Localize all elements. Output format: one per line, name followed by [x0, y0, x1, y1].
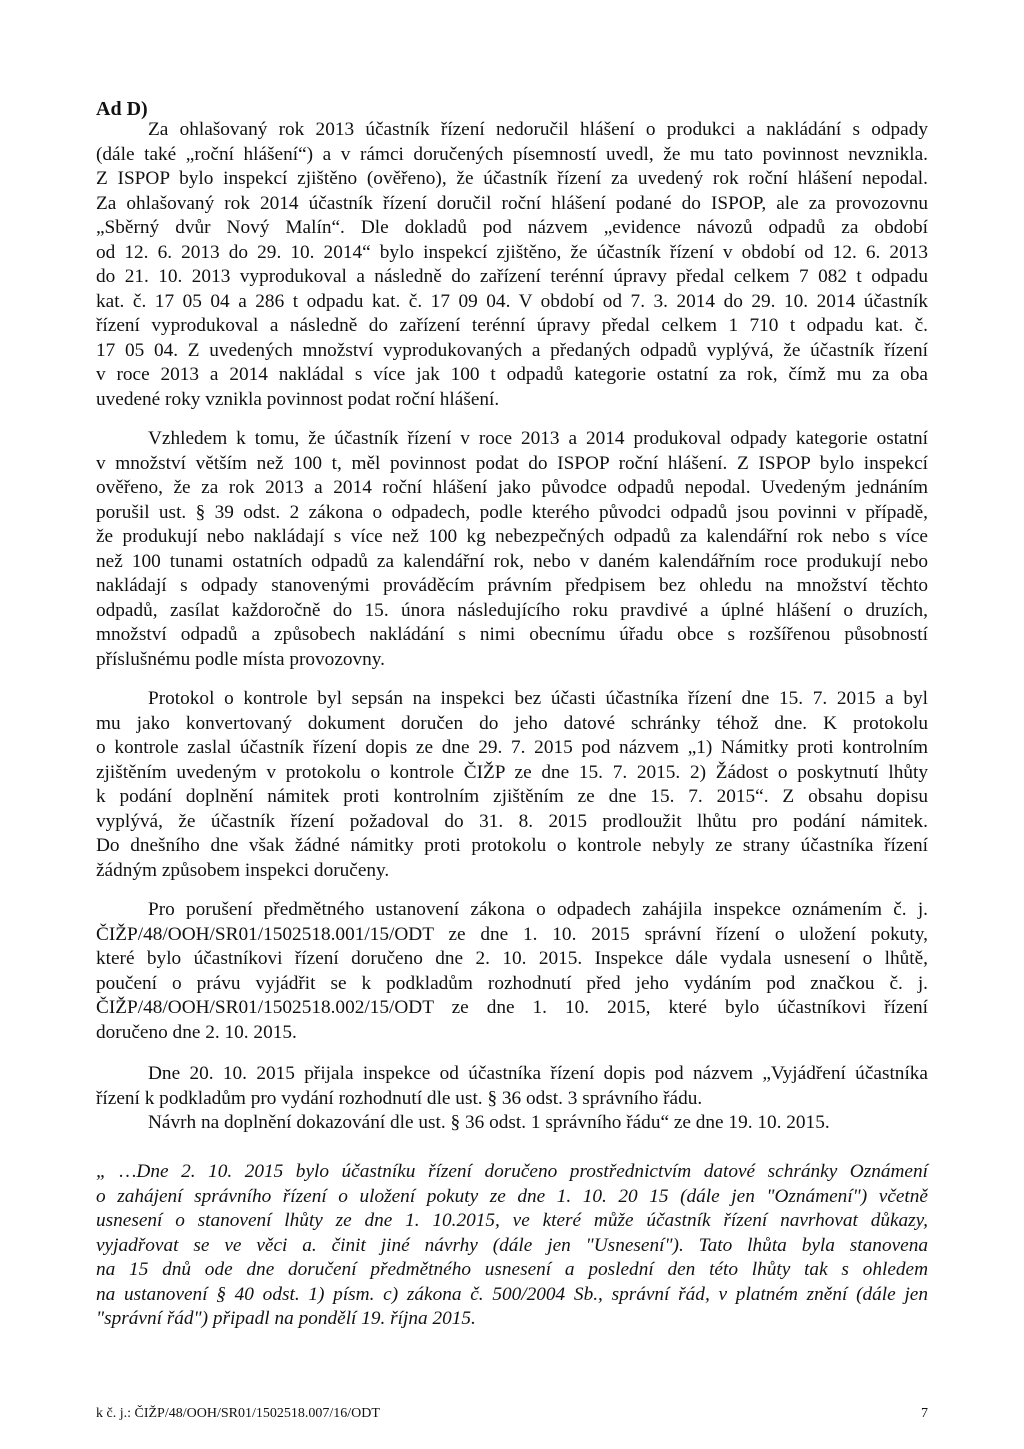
text-line: ČIŽP/48/OOH/SR01/1502518.001/15/ODT ze dne 1. 10. 2015 správní řízení o uložení pokuty,	[96, 923, 928, 945]
text-line: Protokol o kontrole byl sepsán na inspekci bez účasti účastníka řízení dne 15. 7. 2015 a byl	[148, 688, 928, 709]
text-line: uvedené roky vznikla povinnost podat roční hlášení.	[96, 388, 500, 410]
text-line: Do dnešního dne však žádné námitky proti protokolu o kontrole nebyly ze strany účastníka řízení	[96, 835, 928, 856]
text-line: od 12. 6. 2013 do 29. 10. 2014“ bylo inspekcí zjištěno, že účastník řízení v období od 12. 6. 2013	[96, 241, 928, 263]
text-line: 17 05 04. Z uvedených množství vyprodukovaných a předaných odpadů vyplývá, že účastník řízení	[96, 339, 928, 361]
text-line: než 100 tunami ostatních odpadů za kalendářní rok, nebo v daném kalendářním roce produkují nebo	[96, 550, 928, 572]
paragraph-legal-obligation	[96, 427, 928, 672]
text-line: Z ISPOP bylo inspekcí zjištěno (ověřeno), že účastník řízení za uvedený rok roční hlášení nepodal.	[96, 168, 928, 189]
text-line: řízení k podkladům pro vydání rozhodnutí dle ust. § 36 odst. 3 správního řádu.	[96, 1087, 703, 1109]
text-line: "správní řád") připadl na pondělí 19. října 2015.	[96, 1308, 476, 1329]
page-number: 7	[921, 1406, 928, 1421]
paragraph-annual-report-2013-2014	[96, 118, 928, 412]
text-line: „ …Dne 2. 10. 2015 bylo účastníku řízení doručeno prostřednictvím datové schránky Oznámení	[96, 1161, 928, 1182]
text-line: množství odpadů a způsobech nakládání s nimi obecnímu úřadu obce s rozšířenou působností	[96, 624, 928, 645]
paragraph-proceedings-initiated	[96, 898, 928, 1045]
text-line: Návrh na doplnění dokazování dle ust. § 36 odst. 1 správního řádu“ ze dne 19. 10. 2015.	[148, 1112, 830, 1133]
text-line: usnesení o stanovení lhůty ze dne 1. 10.2015, ve které může účastník řízení navrhovat důkazy,	[96, 1210, 928, 1231]
text-line: Dne 20. 10. 2015 přijala inspekce od účastníka řízení dopis pod názvem „Vyjádření účastníka	[148, 1063, 928, 1084]
text-line: Vzhledem k tomu, že účastník řízení v roce 2013 a 2014 produkoval odpady kategorie ostatní	[148, 428, 928, 449]
text-line: Pro porušení předmětného ustanovení zákona o odpadech zahájila inspekce oznámením č. j.	[148, 899, 928, 920]
text-line: které bylo účastníkovi řízení doručeno dne 2. 10. 2015. Inspekce dále vydala usnesení o lhůtě,	[96, 948, 928, 969]
text-line: ověřeno, že za rok 2013 a 2014 roční hlášení jako původce odpadů nepodal. Uvedeným jednáním	[96, 477, 928, 498]
text-line: Za ohlašovaný rok 2013 účastník řízení nedoručil hlášení o produkci a nakládání s odpady	[148, 119, 928, 140]
text-line: na ustanovení § 40 odst. 1) písm. c) zákona č. 500/2004 Sb., správní řád, v platném znění (dále jen	[96, 1283, 928, 1305]
text-line: v roce 2013 a 2014 nakládal s více jak 100 t odpadů kategorie ostatní za rok, čímž mu za oba	[96, 364, 928, 385]
paragraph-inspection-protocol	[96, 687, 928, 883]
text-line: o kontrole zaslal účastník řízení dopis ze dne 29. 7. 2015 pod názvem „1) Námitky proti kontrolním	[96, 737, 928, 758]
text-line: vyjadřovat se ve věci a. činit jiné návrhy (dále jen "Usnesení"). Tato lhůta byla stanovena	[96, 1234, 928, 1256]
paragraph-quoted-statement	[96, 1160, 928, 1332]
text-line: mu jako konvertovaný dokument doručen do jeho datové schránky téhož dne. K protokolu	[96, 712, 928, 734]
text-line: Za ohlašovaný rok 2014 účastník řízení doručil roční hlášení podané do ISPOP, ale za provozovnu	[96, 192, 928, 214]
text-line: nakládají s odpady stanovenými prováděcím právním předpisem bez ohledu na množství těchto	[96, 575, 928, 596]
text-line: do 21. 10. 2013 vyprodukoval a následně do zařízení terénní úpravy předal celkem 7 082 t odpadu	[96, 266, 928, 287]
section-heading: Ad D)	[96, 98, 148, 120]
text-line: zjištěním uvedeným v protokolu o kontrole ČIŽP ze dne 15. 7. 2015. 2) Žádost o poskytnutí lhůty	[96, 761, 928, 783]
text-line: řízení vyprodukoval a následně do zařízení terénní úpravy předal celkem 1 710 t odpadu kat. č.	[96, 315, 928, 336]
text-line: k podání doplnění námitek proti kontrolním zjištěním ze dne 15. 7. 2015“. Z obsahu dopisu	[96, 786, 928, 807]
paragraph-evidence-proposal	[96, 1111, 928, 1136]
text-line: kat. č. 17 05 04 a 286 t odpadu kat. č. 17 09 04. V období od 7. 3. 2014 do 29. 10. 2014 účastník	[96, 290, 928, 312]
text-line: ČIŽP/48/OOH/SR01/1502518.002/15/ODT ze dne 1. 10. 2015, které bylo účastníkovi řízení	[96, 997, 928, 1018]
text-line: že produkují nebo nakládají s více než 100 kg nebezpečných odpadů za kalendářní rok nebo s více	[96, 526, 928, 547]
text-line: žádným způsobem inspekci doručeny.	[96, 859, 390, 881]
text-line: v množství větším než 100 t, měl povinnost podat do ISPOP roční hlášení. Z ISPOP bylo inspekcí	[96, 452, 928, 474]
text-line: porušil ust. § 39 odst. 2 zákona o odpadech, podle kterého původci odpadů jsou povinni v případě,	[96, 501, 928, 523]
paragraph-letter-received	[96, 1062, 928, 1111]
text-line: poučení o právu vyjádřit se k podkladům rozhodnutí před jeho vydáním pod značkou č. j.	[96, 972, 928, 994]
text-line: vyplývá, že účastník řízení požadoval do 31. 8. 2015 prodloužit lhůtu pro podání námitek.	[96, 810, 928, 832]
page-footer	[96, 1406, 928, 1422]
text-line: na 15 dnů ode dne doručení předmětného usnesení a poslední den této lhůty tak s ohledem	[96, 1259, 928, 1280]
text-line: „Sběrný dvůr Nový Malín“. Dle dokladů pod názvem „evidence návozů odpadů za období	[96, 217, 928, 238]
text-line: odpadů, zasílat každoročně do 15. února následujícího roku pravdivé a úplné hlášení o druzích,	[96, 599, 928, 621]
text-line: o zahájení správního řízení o uložení pokuty ze dne 1. 10. 20 15 (dále jen "Oznámení") včetně	[96, 1185, 928, 1207]
text-line: (dále také „roční hlášení“) a v rámci doručených písemností uvedl, že mu tato povinnost nevznikla.	[96, 143, 928, 165]
footer-reference: k č. j.: ČIŽP/48/OOH/SR01/1502518.007/16/ODT	[96, 1406, 380, 1421]
text-line: doručeno dne 2. 10. 2015.	[96, 1021, 297, 1043]
text-line: příslušnému podle místa provozovny.	[96, 648, 386, 670]
